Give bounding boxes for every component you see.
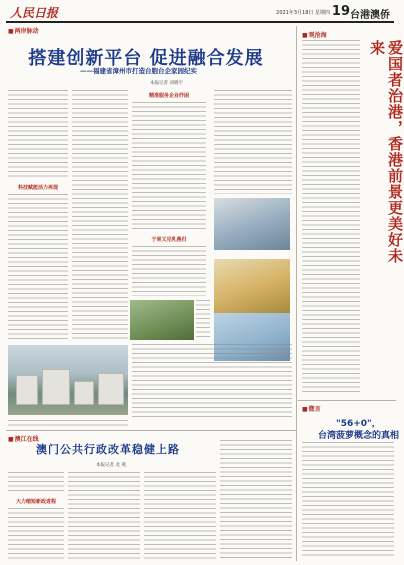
section-divider xyxy=(6,430,296,431)
sidebar-headline-2-number: "56+0"， xyxy=(336,419,381,429)
bottom-column-3 xyxy=(144,472,216,560)
newspaper-logo: 人民日报 xyxy=(10,6,59,20)
sidebar-headline-2: 台湾菠萝概念的真相 xyxy=(318,431,400,441)
bottom-column-2 xyxy=(68,472,140,560)
subsection-title-exchange: 于果又见乳燕归 xyxy=(151,237,187,243)
factory-worker-photo xyxy=(214,198,290,250)
subsection-title-ecology: 精准服务企业纾困 xyxy=(148,93,189,99)
sidebar-section-tag: ■ 观沧海 xyxy=(302,30,327,39)
bottom-column-1b xyxy=(8,508,64,560)
article-continuation xyxy=(132,344,292,418)
city-aerial-photo xyxy=(8,345,128,415)
issue-date: 2021年3月18日 星期四 xyxy=(276,10,330,16)
article-column-4 xyxy=(214,90,292,194)
article-column-1b xyxy=(8,194,68,342)
article-column-2 xyxy=(72,90,128,340)
article-column-1a xyxy=(8,90,68,180)
masthead xyxy=(6,3,394,23)
bottom-section-tag: ■ 澳江在线 xyxy=(8,434,39,443)
section-name: 台港澳侨 xyxy=(350,10,390,21)
main-headline: 搭建创新平台 促进融合发展 xyxy=(28,48,264,69)
sidebar-column xyxy=(302,40,360,392)
bottom-column-4 xyxy=(220,440,292,560)
bottom-headline: 澳门公共行政改革稳健上路 xyxy=(36,443,180,456)
article-column-3a xyxy=(132,102,206,232)
page-number: 19 xyxy=(331,4,350,19)
lab-worker-photo xyxy=(214,259,290,313)
main-subheadline: ——福建省漳州市打造台胞台企家园纪实 xyxy=(80,67,197,75)
article-column-3c xyxy=(196,300,210,340)
sidebar-section-tag-2: ■ 微言 xyxy=(302,404,321,413)
subsection-title-sci: 科技赋能活力再现 xyxy=(17,185,58,191)
bottom-column-1a xyxy=(8,472,64,494)
farmland-photo xyxy=(130,300,194,340)
sidebar-headline: 爱国者治港，香港前景更美好未来 xyxy=(368,40,404,264)
main-section-tag: ■ 两岸脉动 xyxy=(8,26,39,35)
article-column-3b xyxy=(132,246,206,296)
main-byline: 本报记者 刘晓宇 xyxy=(150,81,183,86)
bottom-byline: 本报记者 龙 燕 xyxy=(96,463,126,468)
bottom-subsection-title: 大力缩短新政进程 xyxy=(15,499,56,505)
photo-caption xyxy=(8,420,128,428)
sidebar-divider xyxy=(298,400,396,401)
sidebar-column-2 xyxy=(302,442,394,558)
column-divider xyxy=(296,26,297,561)
